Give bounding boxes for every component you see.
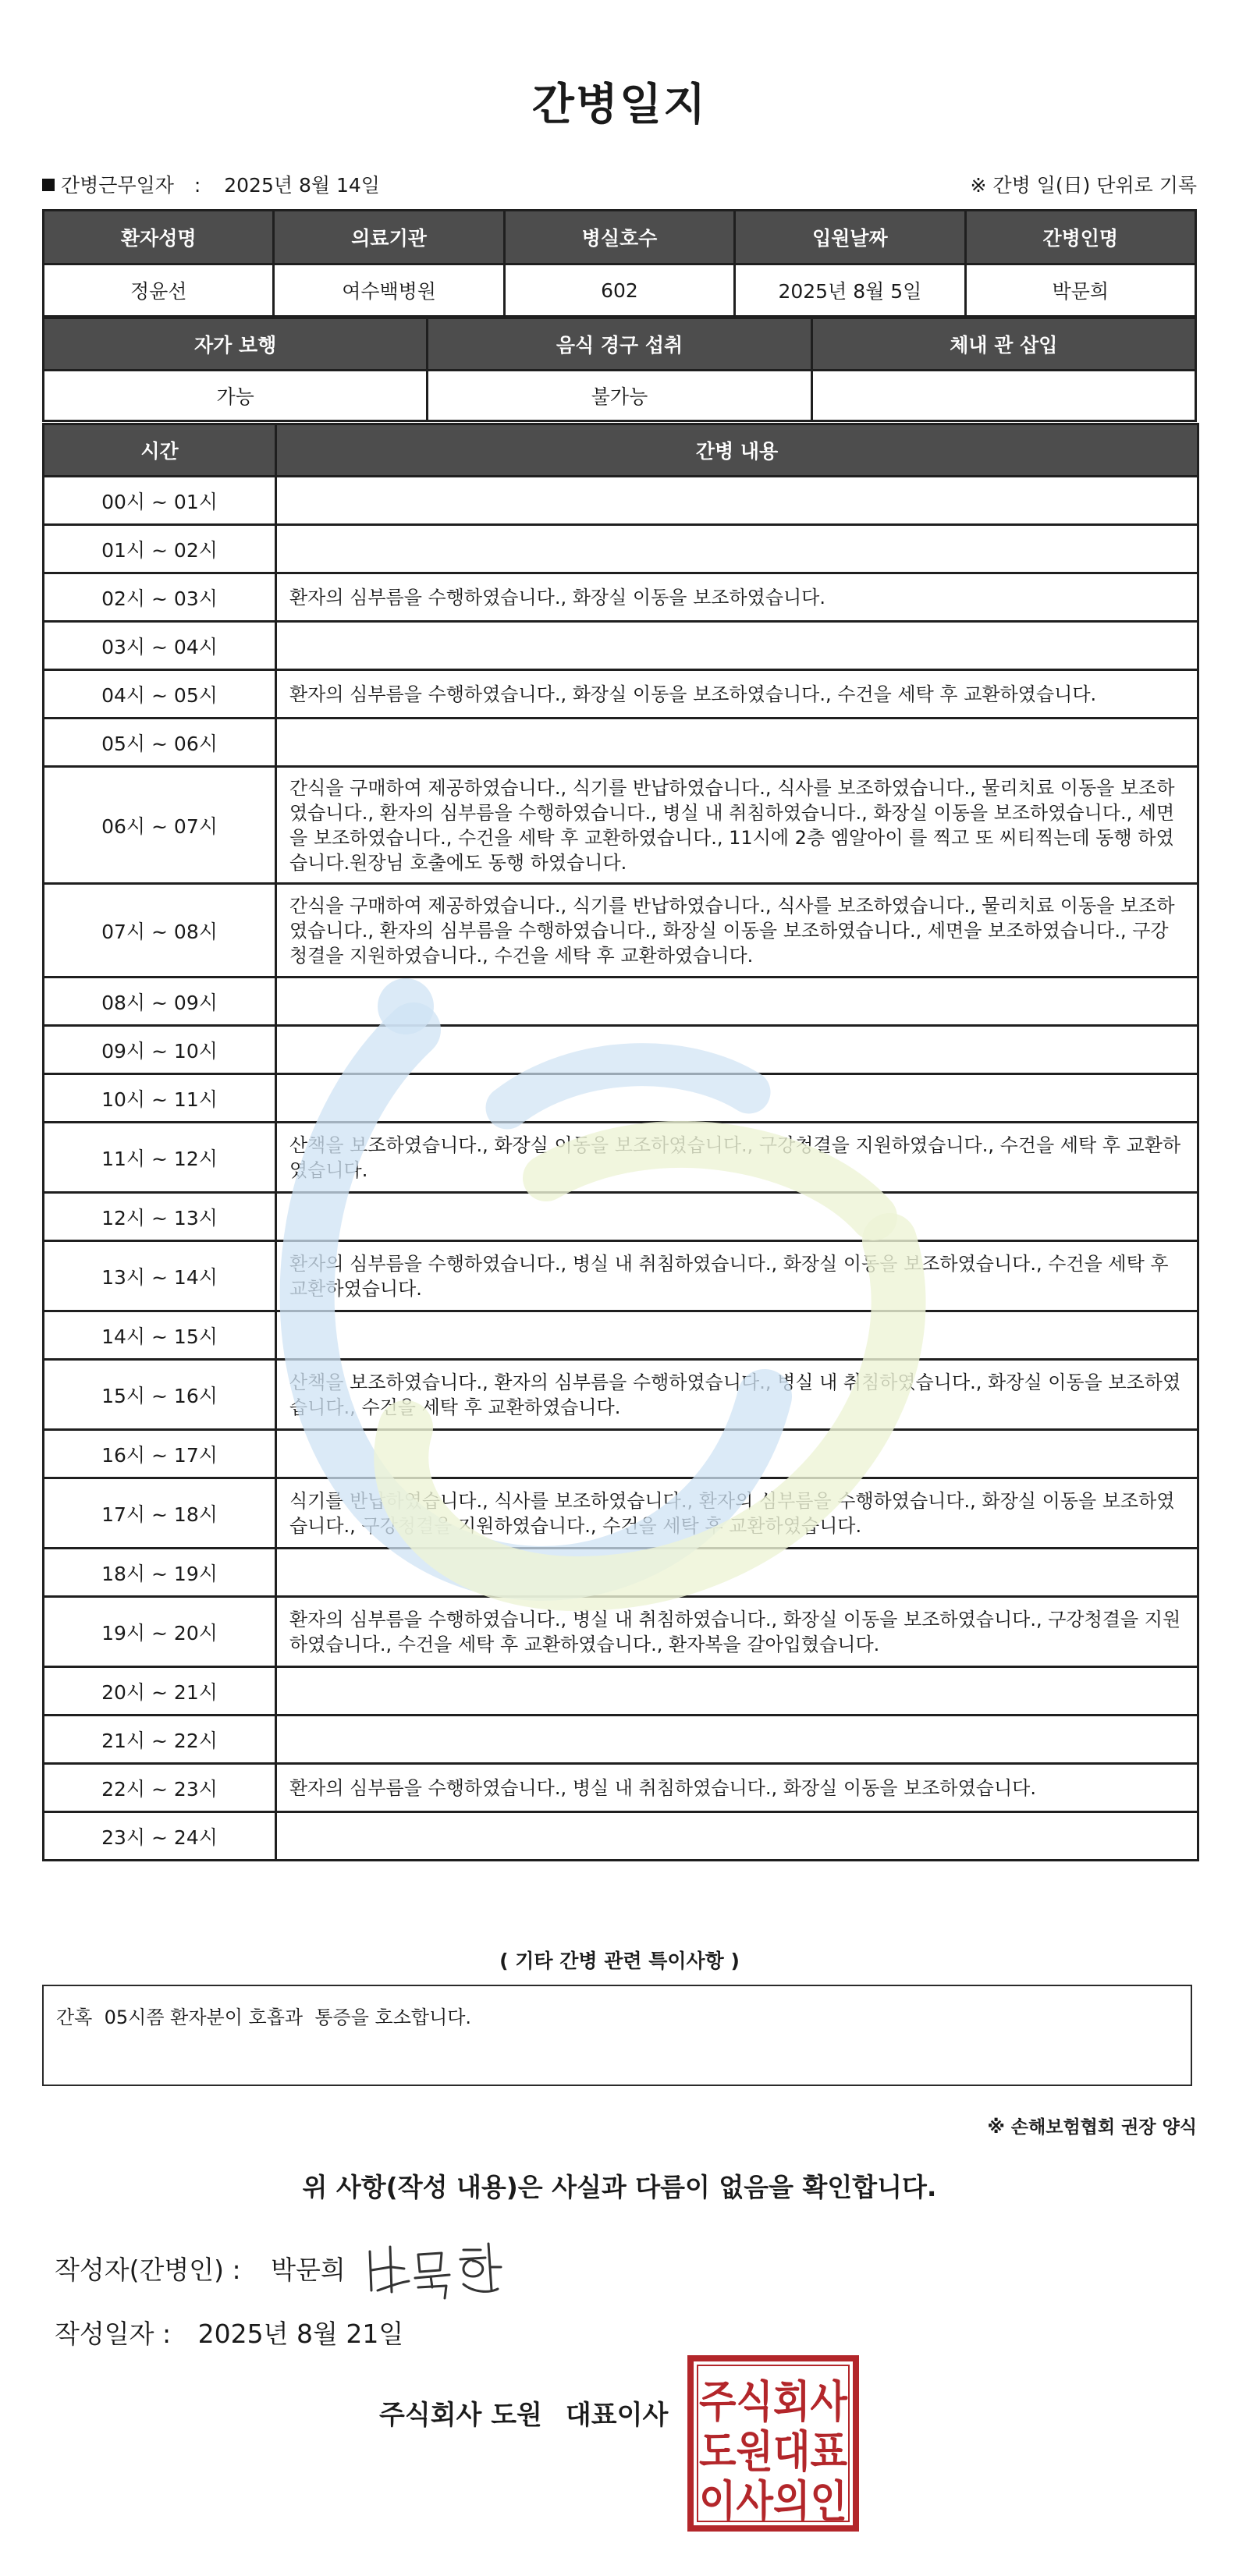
document-title: 간병일지 [531,80,708,130]
time-slot: 20시 ~ 21시 [44,1667,276,1716]
time-slot: 06시 ~ 07시 [44,767,276,884]
header-hospital: 의료기관 [274,211,504,264]
time-slot: 04시 ~ 05시 [44,670,276,719]
header-self-walking: 자가 보행 [44,318,428,371]
remarks-box [42,1985,1192,2086]
confirmation-statement: 위 사항(작성 내용)은 사실과 다름이 없음을 확인합니다. [302,2172,937,2202]
care-log-header-row [44,424,1198,477]
care-note: 산책을 보조하였습니다., 환자의 심부름을 수행하였습니다., 병실 내 취침하였습니다., 화장실 이동을 보조하였습니다., 수건을 세탁 후 교환하였습니다. [276,1360,1198,1430]
hospital-name: 여수백병원 [274,264,504,317]
care-note: 환자의 심부름을 수행하였습니다., 화장실 이동을 보조하였습니다. [276,573,1198,622]
time-slot: 07시 ~ 08시 [44,884,276,978]
time-slot: 18시 ~ 19시 [44,1549,276,1597]
time-slot: 11시 ~ 12시 [44,1123,276,1193]
care-note [276,1193,1198,1241]
written-date-line [55,2314,403,2351]
oral-intake-value: 불가능 [428,371,811,421]
header-room-number: 병실호수 [504,211,734,264]
care-note [276,978,1198,1026]
time-slot: 22시 ~ 23시 [44,1764,276,1812]
seal-row-2: 도원대표 [699,2427,847,2478]
table-row [44,477,1198,525]
seal-row-1: 주식회사 [699,2377,848,2428]
form-source-note: ※ 손해보험협회 권장 양식 [987,2117,1197,2138]
table-row [44,1549,1198,1597]
care-note: 환자의 심부름을 수행하였습니다., 병실 내 취침하였습니다., 화장실 이동을 보조하였습니다., 구강청결을 지원하였습니다., 수건을 세탁 후 교환하였습니다., 환자복을 갈아입혔습니다. [276,1597,1198,1667]
time-slot: 14시 ~ 15시 [44,1311,276,1360]
care-note: 환자의 심부름을 수행하였습니다., 병실 내 취침하였습니다., 화장실 이동을 보조하였습니다. [276,1764,1198,1812]
company-seal-icon [687,2354,860,2532]
care-note [276,1430,1198,1478]
care-note [276,1549,1198,1597]
care-note: 산책을 보조하였습니다., 화장실 이동을 보조하였습니다., 구강청결을 지원하였습니다., 수건을 세탁 후 교환하였습니다. [276,1123,1198,1193]
care-note: 환자의 심부름을 수행하였습니다., 화장실 이동을 보조하였습니다., 수건을 세탁 후 교환하였습니다. [276,670,1198,719]
header-patient-name: 환자성명 [44,211,274,264]
time-slot: 19시 ~ 20시 [44,1597,276,1667]
company-name: 주식회사 도원 [379,2400,542,2431]
patient-info-value-row [44,264,1196,317]
table-row [44,1311,1198,1360]
care-note [276,477,1198,525]
table-row [44,719,1198,767]
author-line [55,2250,346,2287]
table-row [44,1716,1198,1764]
company-ceo-title: 대표이사 [565,2400,669,2431]
table-row [44,978,1198,1026]
tube-insertion-value [811,371,1195,421]
author-label: 작성자(간병인) : [55,2255,241,2285]
written-date-value: 2025년 8월 21일 [197,2319,404,2349]
care-note [276,1074,1198,1123]
table-row [44,1074,1198,1123]
time-slot: 05시 ~ 06시 [44,719,276,767]
header-tube-insertion: 체내 관 삽입 [811,318,1195,371]
header-caregiver-name: 간병인명 [965,211,1195,264]
time-slot: 12시 ~ 13시 [44,1193,276,1241]
table-row [44,1812,1198,1861]
time-slot: 13시 ~ 14시 [44,1241,276,1311]
care-note [276,1026,1198,1074]
self-walking-value: 가능 [44,371,428,421]
table-row [44,1123,1198,1193]
care-log-table [42,423,1199,1861]
author-name: 박문희 [271,2255,346,2285]
table-row [44,670,1198,719]
patient-name: 정윤선 [44,264,274,317]
time-slot: 10시 ~ 11시 [44,1074,276,1123]
care-log-body [44,477,1198,1861]
time-slot: 09시 ~ 10시 [44,1026,276,1074]
table-row [44,1193,1198,1241]
header-oral-intake: 음식 경구 섭취 [428,318,811,371]
patient-status-table [42,317,1197,422]
company-line [379,2393,668,2432]
table-row [44,1597,1198,1667]
room-number: 602 [504,264,734,317]
table-row [44,622,1198,670]
care-note: 환자의 심부름을 수행하였습니다., 병실 내 취침하였습니다., 화장실 이동을 보조하였습니다., 수건을 세탁 후 교환하였습니다. [276,1241,1198,1311]
time-slot: 03시 ~ 04시 [44,622,276,670]
seal-row-3: 이사의인 [699,2477,847,2528]
table-row [44,1478,1198,1549]
time-slot: 16시 ~ 17시 [44,1430,276,1478]
caregiver-name: 박문희 [965,264,1195,317]
care-date-line [42,170,380,198]
time-slot: 21시 ~ 22시 [44,1716,276,1764]
table-row [44,884,1198,978]
care-note [276,719,1198,767]
header-time: 시간 [44,424,276,477]
patient-info-header-row [44,211,1196,264]
remarks-text: 간혹 05시쯤 환자분이 호흡과 통증을 호소합니다. [56,2007,472,2028]
handwritten-signature-icon [364,2236,504,2301]
time-slot: 15시 ~ 16시 [44,1360,276,1430]
time-slot: 23시 ~ 24시 [44,1812,276,1861]
table-row [44,573,1198,622]
care-note: 간식을 구매하여 제공하였습니다., 식기를 반납하였습니다., 식사를 보조하였습니다., 물리치료 이동을 보조하였습니다., 환자의 심부름을 수행하였습니다., 병실 내 취침하였습니다., 화장실 이동을 보조하였습니다., 세면을 보조하였습니다., 수건을 세탁 후 교환하였습니다., 11시에 2층 엠알아이 를 찍고 또 씨티찍는데 동행 하였습니다.원장님 호출에도 동행 하였습니다. [276,767,1198,884]
written-date-label: 작성일자 : [55,2319,172,2349]
admission-date: 2025년 8월 5일 [735,264,965,317]
table-row [44,1430,1198,1478]
table-row [44,767,1198,884]
care-note [276,525,1198,573]
care-note [276,1812,1198,1861]
square-bullet-icon [42,179,55,191]
table-row [44,1360,1198,1430]
care-date-label: 간병근무일자 [61,174,174,197]
time-slot: 02시 ~ 03시 [44,573,276,622]
table-row [44,1026,1198,1074]
remarks-title: ( 기타 간병 관련 특이사항 ) [499,1950,740,1972]
table-row [44,1764,1198,1812]
patient-status-value-row [44,371,1196,421]
patient-status-header-row [44,318,1196,371]
table-row [44,525,1198,573]
header-care-content: 간병 내용 [276,424,1198,477]
table-row [44,1241,1198,1311]
time-slot: 01시 ~ 02시 [44,525,276,573]
care-note [276,1716,1198,1764]
care-date-value: 2025년 8월 14일 [224,174,380,197]
table-row [44,1667,1198,1716]
care-note [276,1311,1198,1360]
care-note [276,622,1198,670]
patient-info-table [42,209,1197,318]
care-note [276,1667,1198,1716]
time-slot: 17시 ~ 18시 [44,1478,276,1549]
care-note: 식기를 반납하였습니다., 식사를 보조하였습니다., 환자의 심부름을 수행하였습니다., 화장실 이동을 보조하였습니다., 구강청결을 지원하였습니다., 수건을 세탁 후 교환하였습니다. [276,1478,1198,1549]
unit-note: ※ 간병 일(日) 단위로 기록 [970,174,1197,197]
care-note: 간식을 구매하여 제공하였습니다., 식기를 반납하였습니다., 식사를 보조하였습니다., 물리치료 이동을 보조하였습니다., 환자의 심부름을 수행하였습니다., 화장실 이동을 보조하였습니다., 세면을 보조하였습니다., 구강청결을 지원하였습니다., 수건을 세탁 후 교환하였습니다. [276,884,1198,978]
care-date-separator: : [193,174,201,197]
header-admission-date: 입원날짜 [735,211,965,264]
time-slot: 08시 ~ 09시 [44,978,276,1026]
time-slot: 00시 ~ 01시 [44,477,276,525]
